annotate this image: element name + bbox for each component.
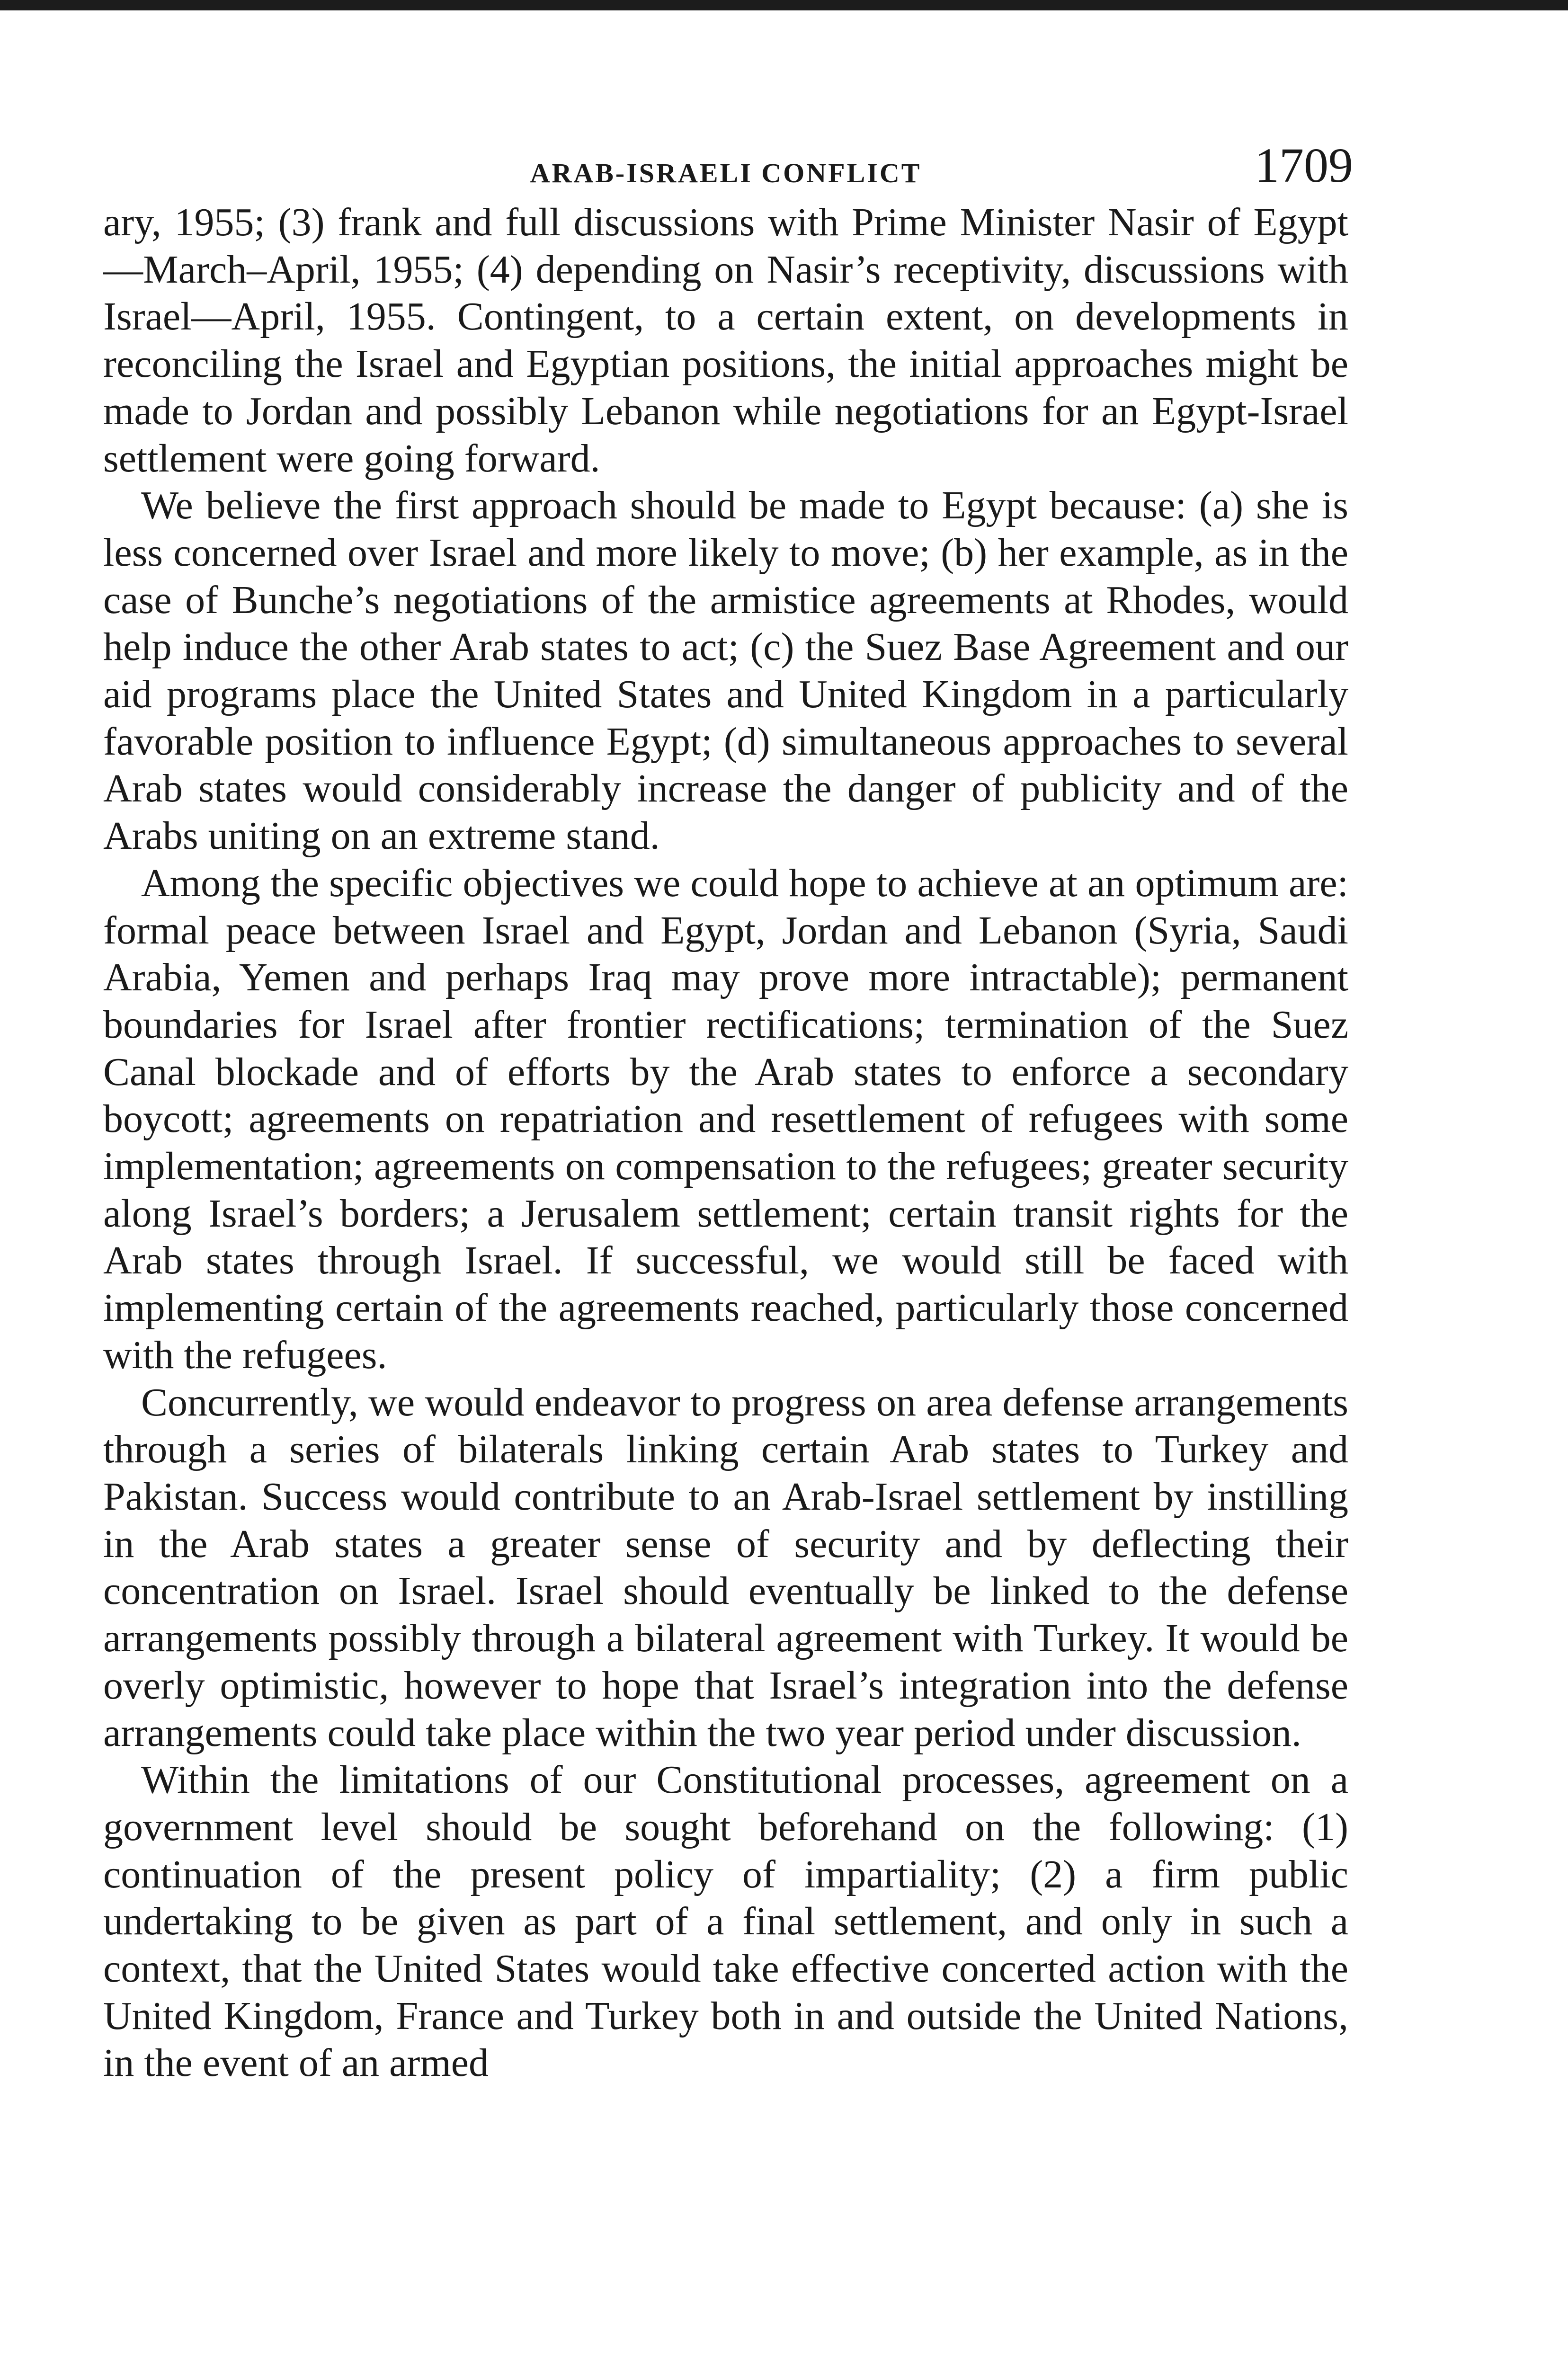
running-head (103, 118, 1353, 199)
paragraph-first-approach: We believe the first approach should be made to Egypt because: (a) she is less concerned over Israel and more likely to move; (b) her example, as in the case of Bunche’s negotiations of the armistice agreements at Rhodes, would help induce the other Arab states to act; (c) the Suez Base Agreement and our aid programs place the United States and United Kingdom in a particularly favorable position to influence Egypt; (d) simultaneous approaches to several Arab states would considerably increase the danger of publicity and of the Arabs uniting on an extreme stand. (103, 483, 1348, 858)
document-page (103, 118, 1353, 2087)
body-text (103, 199, 1348, 2087)
paragraph-constitutional-processes: Within the limitations of our Constitutional processes, agreement on a government level should be sought beforehand on the following: (1) continuation of the present policy of impartiality; (2) a firm public undertaking to be given as part of a final settlement, and only in such a context, that the United States would take effective concerted action with the United Kingdom, France and Turkey both in and outside the United Nations, in the event of an armed (103, 1758, 1348, 2085)
paragraph-specific-objectives: Among the specific objectives we could hope to achieve at an optimum are: formal peace between Israel and Egypt, Jordan and Lebanon (Syria, Saudi Arabia, Yemen and perhaps Iraq may prove more intractable); permanent boundaries for Israel after frontier rectifications; termination of the Suez Canal blockade and of efforts by the Arab states to enforce a secondary boycott; agreements on repatriation and resettlement of refugees with some implementation; agreements on compensation to the refugees; greater security along Israel’s borders; a Jerusalem settlement; certain transit rights for the Arab states through Israel. If successful, we would still be faced with implementing certain of the agreements reached, particularly those concerned with the refugees. (103, 861, 1348, 1377)
page-number: 1709 (1255, 138, 1353, 193)
paragraph-continuation: ary, 1955; (3) frank and full discussions with Prime Minister Nasir of Egypt—March–April, 1955; (4) depending on Nasir’s receptivity, discussions with Israel—April, 1955. Contingent, to a certain extent, on developments in reconciling the Israel and Egyptian positions, the initial approaches might be made to Jordan and possibly Lebanon while negotiations for an Egypt-Israel settlement were going forward. (103, 200, 1348, 481)
paragraph-defense-arrangements: Concurrently, we would endeavor to progress on area defense arrangements through a series of bilaterals linking certain Arab states to Turkey and Pakistan. Success would contribute to an Arab-Israel settlement by instilling in the Arab states a greater sense of security and by deflecting their concentration on Israel. Israel should eventually be linked to the defense arrangements possibly through a bilateral agreement with Turkey. It would be overly optimistic, however to hope that Israel’s integration into the defense arrangements could take place within the two year period under discussion. (103, 1380, 1348, 1755)
running-title: ARAB-ISRAELI CONFLICT (530, 158, 922, 188)
top-border-rule (0, 0, 1568, 10)
